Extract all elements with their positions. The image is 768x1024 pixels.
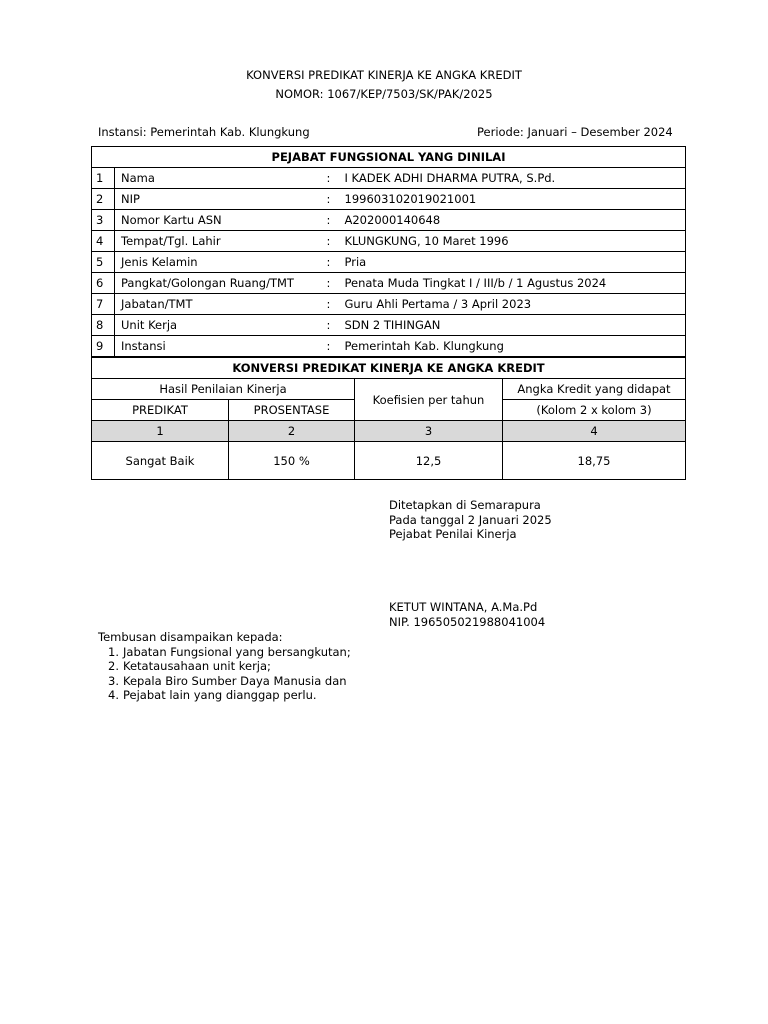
col-number-4: 4: [503, 421, 686, 442]
hasil-header: Hasil Penilaian Kinerja: [92, 379, 355, 400]
periode-label: Periode: Januari – Desember 2024: [477, 125, 673, 139]
tembusan-item: [98, 688, 351, 703]
tembusan-block: [98, 630, 351, 703]
row-number: 6: [92, 273, 115, 294]
field-value: Guru Ahli Pertama / 3 April 2023: [345, 294, 686, 315]
signatory-name: KETUT WINTANA, A.Ma.Pd: [389, 600, 538, 614]
pejabat-row: [92, 336, 686, 357]
tembusan-item: [98, 659, 351, 674]
field-value: Pemerintah Kab. Klungkung: [345, 336, 686, 357]
field-value: SDN 2 TIHINGAN: [345, 315, 686, 336]
signatory-block: [389, 600, 545, 630]
predikat-value: Sangat Baik: [92, 442, 229, 480]
field-label: Nama: [115, 168, 327, 189]
tembusan-item-text: Jabatan Fungsional yang bersangkutan;: [123, 644, 351, 659]
prosentase-header: PROSENTASE: [229, 400, 355, 421]
row-number: 9: [92, 336, 115, 357]
field-value: Pria: [345, 252, 686, 273]
row-number: 2: [92, 189, 115, 210]
tembusan-item-text: Ketatausahaan unit kerja;: [123, 659, 271, 674]
field-label: Instansi: [115, 336, 327, 357]
pejabat-row: [92, 273, 686, 294]
instansi-label: Instansi: Pemerintah Kab. Klungkung: [98, 125, 310, 139]
tembusan-list: [98, 645, 351, 703]
pejabat-row: [92, 294, 686, 315]
row-number: 3: [92, 210, 115, 231]
angka-subheader: (Kolom 2 x kolom 3): [503, 400, 686, 421]
konversi-heading-row: [92, 358, 686, 379]
signature-place: Ditetapkan di Semarapura: [389, 498, 541, 512]
field-label: Jenis Kelamin: [115, 252, 327, 273]
field-separator: :: [327, 273, 345, 294]
row-number: 1: [92, 168, 115, 189]
konversi-table: [91, 357, 686, 480]
field-separator: :: [327, 210, 345, 231]
pejabat-heading-row: [92, 147, 686, 168]
koefisien-value: 12,5: [355, 442, 503, 480]
field-label: Pangkat/Golongan Ruang/TMT: [115, 273, 327, 294]
signature-role: Pejabat Penilai Kinerja: [389, 527, 517, 541]
field-separator: :: [327, 294, 345, 315]
document-title: KONVERSI PREDIKAT KINERJA KE ANGKA KREDIT: [246, 68, 522, 82]
pejabat-row: [92, 315, 686, 336]
tembusan-item: [98, 645, 351, 660]
signature-date: Pada tanggal 2 Januari 2025: [389, 512, 552, 527]
field-separator: :: [327, 231, 345, 252]
pejabat-row: [92, 252, 686, 273]
field-separator: :: [327, 315, 345, 336]
row-number: 4: [92, 231, 115, 252]
angka-kredit-value: 18,75: [503, 442, 686, 480]
pejabat-row: [92, 210, 686, 231]
document-number: NOMOR: 1067/KEP/7503/SK/PAK/2025: [275, 87, 493, 101]
tembusan-item: [98, 674, 351, 689]
konversi-header-row-1: [92, 379, 686, 400]
tembusan-item-number: 1.: [108, 644, 119, 659]
field-label: Unit Kerja: [115, 315, 327, 336]
pejabat-row: [92, 189, 686, 210]
tembusan-item-text: Pejabat lain yang dianggap perlu.: [123, 688, 317, 703]
row-number: 5: [92, 252, 115, 273]
field-value: A202000140648: [345, 210, 686, 231]
tembusan-item-number: 3.: [108, 673, 119, 688]
field-label: Tempat/Tgl. Lahir: [115, 231, 327, 252]
angka-header: Angka Kredit yang didapat: [503, 379, 686, 400]
prosentase-value: 150 %: [229, 442, 355, 480]
col-number-3: 3: [355, 421, 503, 442]
field-value: 199603102019021001: [345, 189, 686, 210]
field-label: Jabatan/TMT: [115, 294, 327, 315]
koefisien-header: Koefisien per tahun: [355, 379, 503, 421]
signature-block: [389, 498, 552, 542]
pejabat-heading: PEJABAT FUNGSIONAL YANG DINILAI: [92, 147, 686, 168]
tembusan-item-text: Kepala Biro Sumber Daya Manusia dan: [123, 673, 347, 688]
col-number-1: 1: [92, 421, 229, 442]
field-value: Penata Muda Tingkat I / III/b / 1 Agustus 2024: [345, 273, 686, 294]
field-value: KLUNGKUNG, 10 Maret 1996: [345, 231, 686, 252]
row-number: 7: [92, 294, 115, 315]
col-number-2: 2: [229, 421, 355, 442]
pejabat-row: [92, 168, 686, 189]
konversi-data-row: [92, 442, 686, 480]
field-separator: :: [327, 252, 345, 273]
field-value: I KADEK ADHI DHARMA PUTRA, S.Pd.: [345, 168, 686, 189]
field-label: Nomor Kartu ASN: [115, 210, 327, 231]
tembusan-item-number: 4.: [108, 688, 119, 703]
field-separator: :: [327, 189, 345, 210]
signatory-nip: NIP. 196505021988041004: [389, 615, 546, 629]
predikat-header: PREDIKAT: [92, 400, 229, 421]
field-label: NIP: [115, 189, 327, 210]
field-separator: :: [327, 168, 345, 189]
konversi-heading: KONVERSI PREDIKAT KINERJA KE ANGKA KREDIT: [92, 358, 686, 379]
field-separator: :: [327, 336, 345, 357]
row-number: 8: [92, 315, 115, 336]
tembusan-item-number: 2.: [108, 659, 119, 674]
pejabat-table: [91, 146, 686, 357]
column-number-row: [92, 421, 686, 442]
pejabat-row: [92, 231, 686, 252]
tembusan-heading: Tembusan disampaikan kepada:: [98, 630, 283, 644]
